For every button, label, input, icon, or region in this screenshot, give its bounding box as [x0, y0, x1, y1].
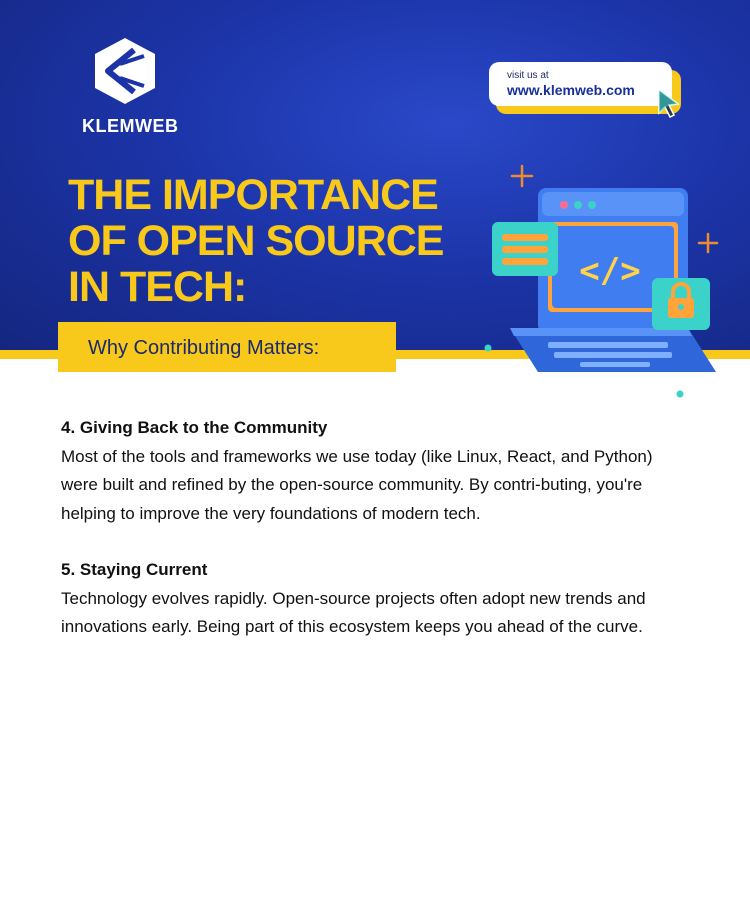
lock-icon [652, 278, 710, 330]
section-giving-back [61, 414, 681, 528]
page-title [68, 172, 443, 310]
article-content [61, 414, 681, 670]
menu-lines-icon [492, 222, 558, 276]
visit-card[interactable] [489, 62, 672, 106]
title-line-3: IN TECH: [68, 263, 247, 311]
visit-label: visit us at [507, 70, 549, 81]
section-staying-current [61, 556, 681, 642]
subtitle-banner [58, 322, 396, 372]
title-line-2: OF OPEN SOURCE [68, 217, 444, 265]
cursor-icon [656, 88, 682, 118]
section-body: Most of the tools and frameworks we use today (like Linux, React, and Python) were built and refined by the open-source community. By contri-buting, you're helping to improve the very foundations of modern tech. [61, 446, 653, 523]
laptop-illustration [480, 160, 730, 405]
klemweb-logo-icon [90, 36, 160, 106]
dot-decoration [677, 391, 684, 398]
website-link[interactable]: www.klemweb.com [507, 82, 635, 98]
brand-logo[interactable] [82, 36, 179, 137]
subtitle-text: Why Contributing Matters: [88, 337, 320, 359]
section-heading: 5. Staying Current [61, 560, 208, 579]
title-line-1: THE IMPORTANCE [68, 171, 438, 219]
section-body: Technology evolves rapidly. Open-source projects often adopt new trends and innovations early. Being part of this ecosystem keeps you ahead of the curve. [61, 588, 646, 636]
sparkle-icon [699, 234, 717, 252]
code-icon: </> [579, 251, 641, 291]
dot-decoration [485, 345, 492, 352]
brand-name: KLEMWEB [82, 116, 179, 136]
section-heading: 4. Giving Back to the Community [61, 418, 328, 437]
sparkle-icon [512, 166, 532, 186]
